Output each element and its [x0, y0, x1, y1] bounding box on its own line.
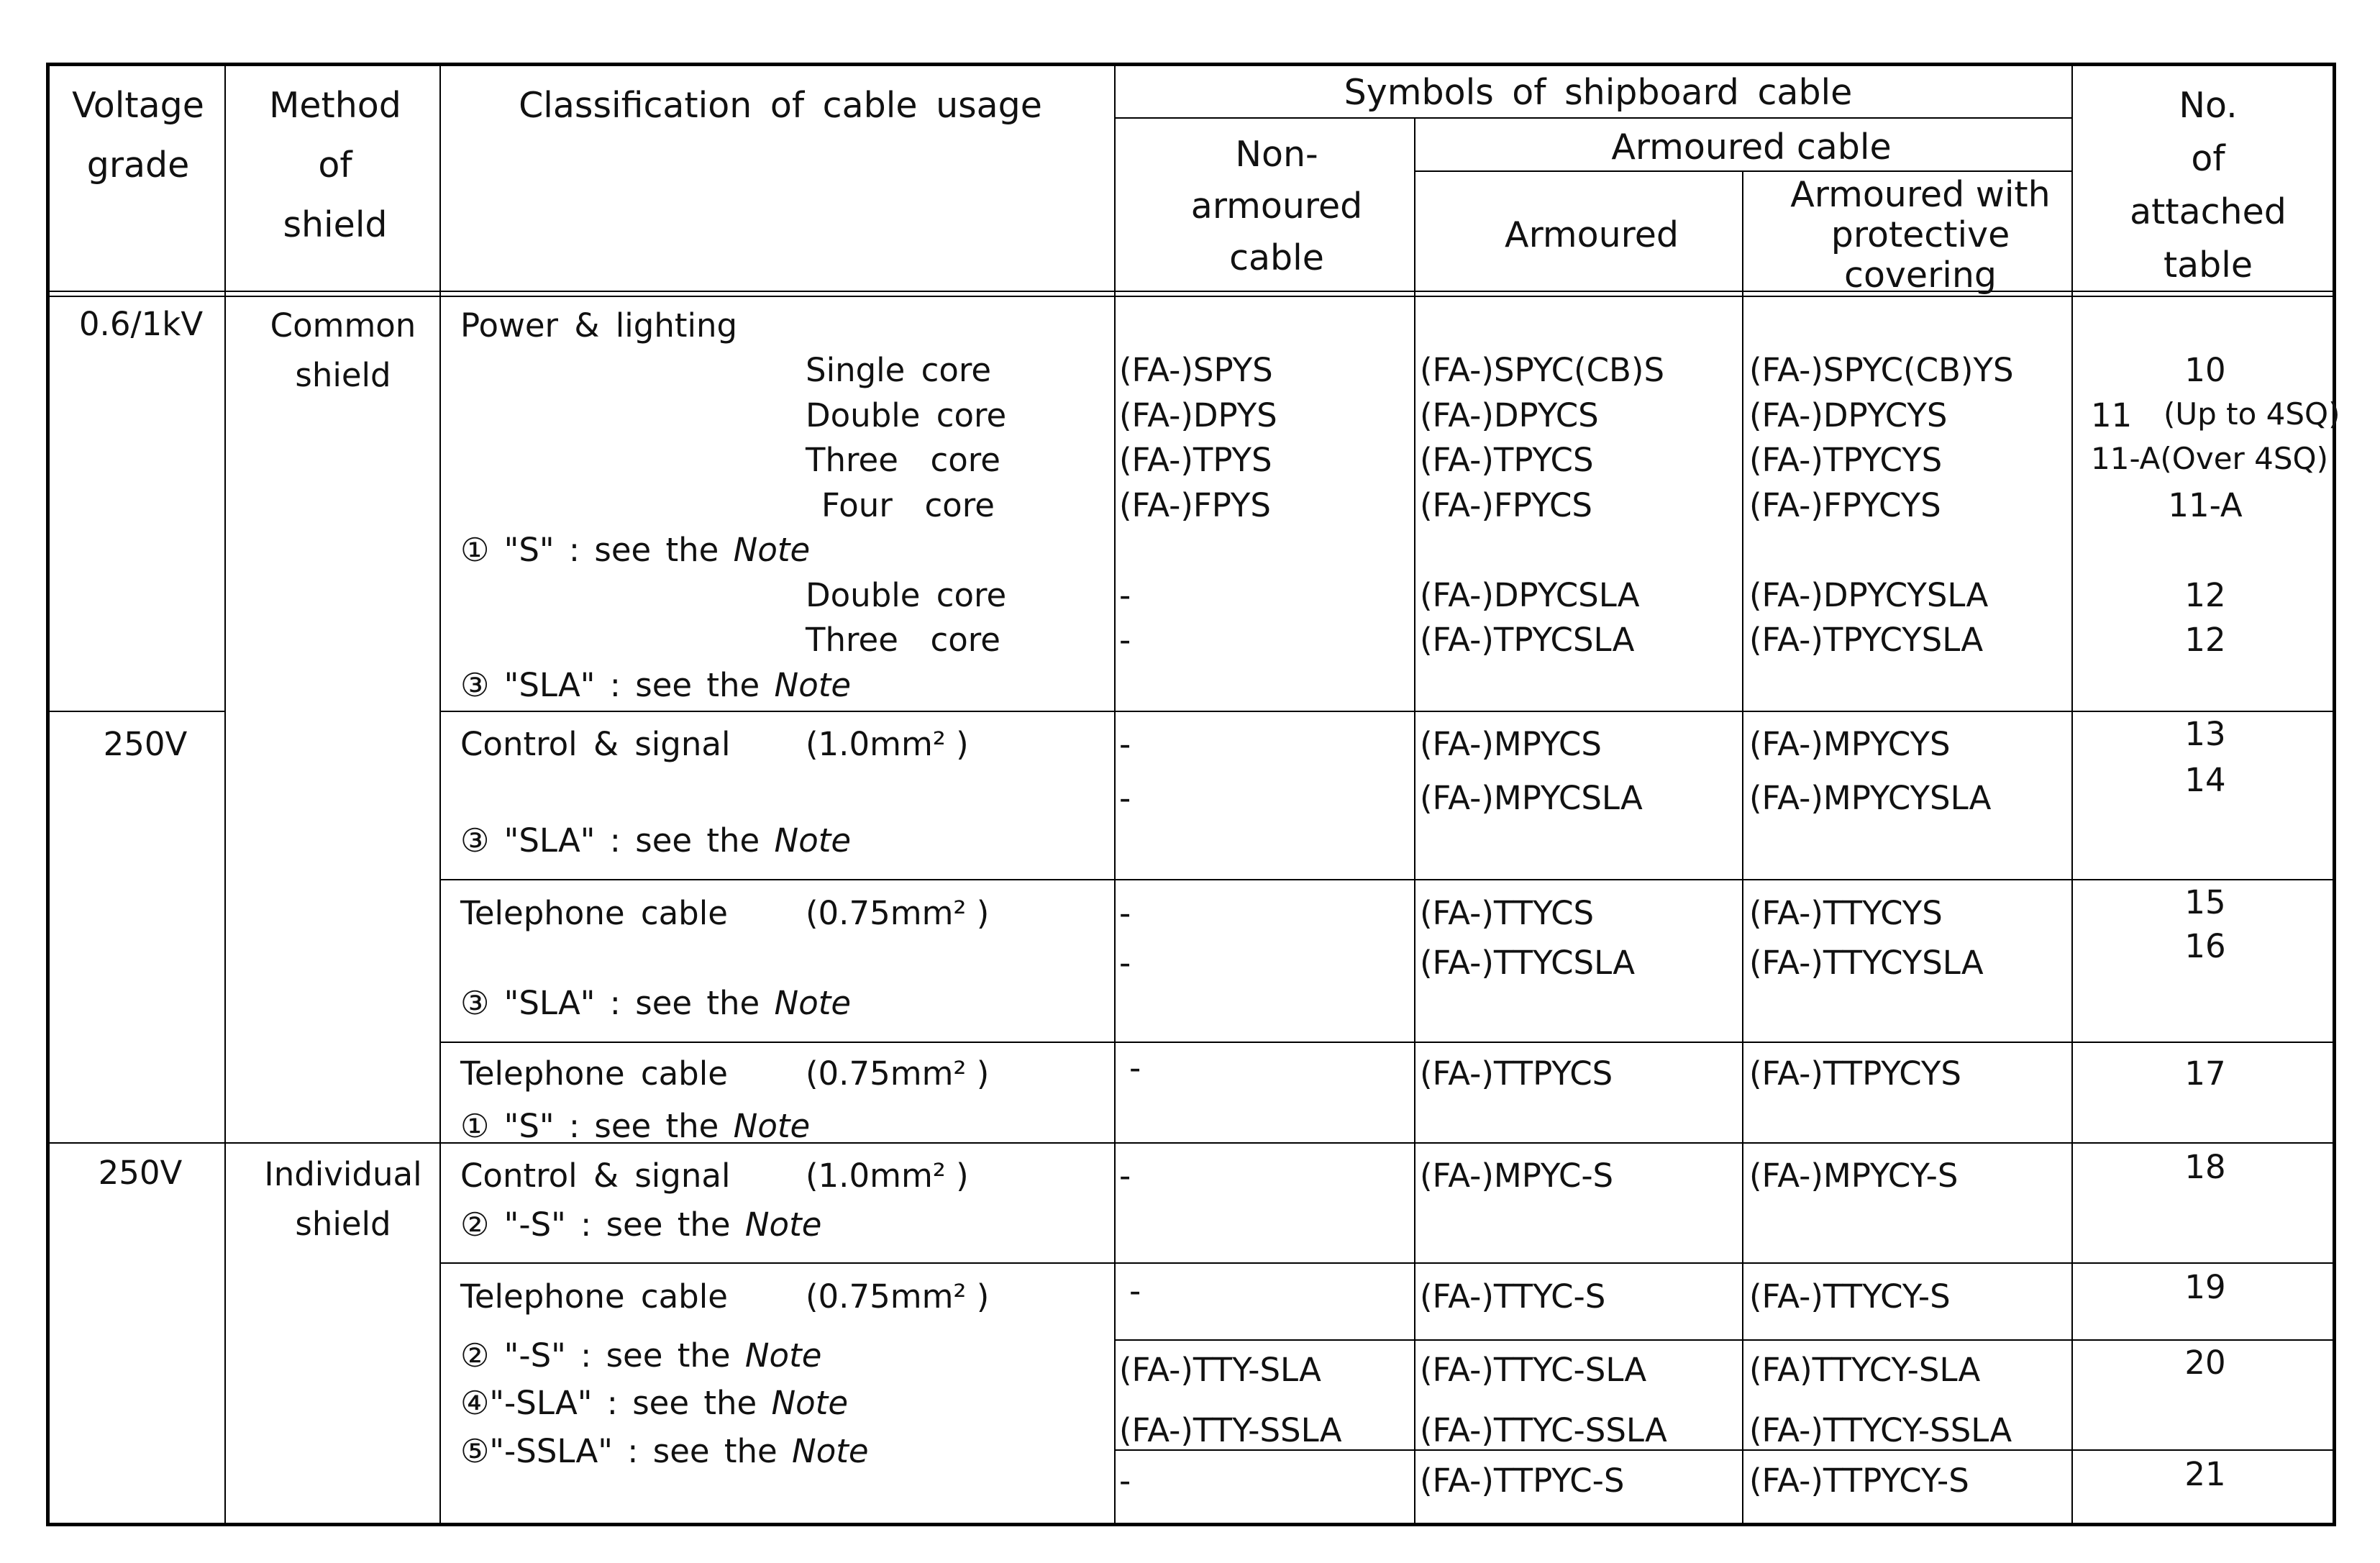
armprot-ttycy-ssla: (FA-)TTYCY-SSLA	[1749, 1411, 2012, 1449]
shield-individual-2: shield	[295, 1205, 391, 1243]
armprot-ttpycy-s: (FA-)TTPYCY-S	[1749, 1462, 1969, 1500]
nonarm-fpys: (FA-)FPYS	[1119, 486, 1271, 524]
table-no-18: 18	[2184, 1148, 2226, 1186]
header-nonarm-1: Non-	[1235, 134, 1318, 175]
hline-row7	[1114, 1449, 2335, 1451]
header-armprot-2: protective	[1830, 214, 2010, 255]
armprot-tpycys: (FA-)TPYCYS	[1749, 441, 1943, 479]
vline-arm-prot	[1742, 170, 1743, 1526]
armprot-spycys: (FA-)SPYC(CB)YS	[1749, 351, 2014, 389]
table-no-14: 14	[2184, 761, 2226, 799]
nonarm-dash-2: -	[1119, 621, 1131, 659]
hline-row1	[46, 711, 224, 712]
armprot-dpycys: (FA-)DPYCYS	[1749, 396, 1948, 434]
usage-telephone-3: Telephone cable	[460, 1277, 728, 1316]
arm-spycs: (FA-)SPYC(CB)S	[1420, 351, 1665, 389]
armprot-ttycysla: (FA-)TTYCYSLA	[1749, 944, 1984, 982]
hline-row3	[439, 1042, 2335, 1043]
table-no-15: 15	[2184, 883, 2226, 921]
armprot-fpycys: (FA-)FPYCYS	[1749, 486, 1941, 524]
arm-ttycsla: (FA-)TTYCSLA	[1420, 944, 1635, 982]
voltage-250v-a: 250V	[103, 725, 188, 763]
vline-voltage	[224, 63, 226, 1526]
hline-row6	[1114, 1339, 2335, 1341]
note-s-1: ① "S" : see the Note	[460, 531, 811, 569]
usage-telephone-1: Telephone cable	[460, 894, 728, 932]
header-nonarm-2: armoured	[1190, 186, 1363, 227]
usage-control-signal-1: Control & signal	[460, 725, 731, 763]
arm-tpycs: (FA-)TPYCS	[1420, 441, 1594, 479]
frame-bottom	[46, 1523, 2336, 1526]
usage-telephone-size-1: (0.75mm² )	[806, 894, 990, 932]
nonarm-dash-8: -	[1119, 1157, 1131, 1195]
table-no-11a: 11-A	[2168, 486, 2243, 524]
table-no-12-a: 12	[2184, 576, 2226, 614]
usage-power-lighting: Power & lighting	[460, 306, 738, 345]
nonarm-dash-4: -	[1119, 779, 1131, 817]
header-symbols: Symbols of shipboard cable	[1344, 72, 1853, 113]
header-attached-4: table	[2163, 245, 2253, 286]
arm-mpycs: (FA-)MPYCS	[1420, 725, 1602, 763]
table-no-11: 11	[2091, 396, 2133, 434]
usage-four-core: Four core	[821, 486, 995, 524]
nonarm-dash-1: -	[1119, 576, 1131, 614]
nonarm-tty-sla: (FA-)TTY-SLA	[1119, 1351, 1321, 1389]
armprot-ttycys: (FA-)TTYCYS	[1749, 894, 1943, 932]
table-no-16: 16	[2184, 927, 2226, 965]
note-dash-sla: ④"-SLA" : see the Note	[460, 1384, 849, 1422]
shield-common-1: Common	[270, 306, 416, 345]
table-no-21: 21	[2184, 1455, 2226, 1493]
arm-fpycs: (FA-)FPYCS	[1420, 486, 1592, 524]
armprot-tpycysla: (FA-)TPYCYSLA	[1749, 621, 1984, 659]
header-nonarm-3: cable	[1229, 237, 1324, 278]
nonarm-dash-3: -	[1119, 725, 1131, 763]
table-no-20: 20	[2184, 1344, 2226, 1382]
arm-tpycsla: (FA-)TPYCSLA	[1420, 621, 1635, 659]
usage-control-size-2: (1.0mm² )	[806, 1157, 969, 1195]
armprot-ttpycys: (FA-)TTPYCYS	[1749, 1054, 1961, 1093]
arm-ttyc-ssla: (FA-)TTYC-SSLA	[1420, 1411, 1667, 1449]
header-method-3: shield	[283, 204, 388, 245]
note-dash-ssla: ⑤"-SSLA" : see the Note	[460, 1432, 869, 1470]
usage-control-size-1: (1.0mm² )	[806, 725, 969, 763]
usage-double-core-sla: Double core	[806, 576, 1007, 614]
header-armoured-cable: Armoured cable	[1611, 127, 1892, 168]
table-no-11-note: (Up to 4SQ)	[2164, 396, 2340, 432]
armprot-mpycysla: (FA-)MPYCYSLA	[1749, 779, 1992, 817]
shield-individual-1: Individual	[264, 1155, 422, 1193]
table-no-10: 10	[2184, 351, 2226, 389]
header-method-1: Method	[269, 85, 401, 126]
hline-row1b	[439, 711, 2335, 712]
nonarm-dash-7: -	[1129, 1049, 1141, 1087]
hline-row5	[439, 1262, 2335, 1264]
arm-ttpyc-s: (FA-)TTPYC-S	[1420, 1462, 1625, 1500]
nonarm-dpys: (FA-)DPYS	[1119, 396, 1277, 434]
armprot-ttycy-s: (FA-)TTYCY-S	[1749, 1277, 1951, 1316]
header-voltage-2: grade	[86, 145, 190, 186]
arm-dpycs: (FA-)DPYCS	[1420, 396, 1599, 434]
arm-ttyc-s: (FA-)TTYC-S	[1420, 1277, 1606, 1316]
frame-left	[46, 63, 50, 1526]
header-attached-2: of	[2191, 138, 2225, 179]
armprot-mpycys: (FA-)MPYCYS	[1749, 725, 1951, 763]
usage-telephone-size-2: (0.75mm² )	[806, 1054, 990, 1093]
armprot-ttycy-sla: (FA)TTYCY-SLA	[1749, 1351, 1981, 1389]
usage-telephone-2: Telephone cable	[460, 1054, 728, 1093]
nonarm-dash-9: -	[1129, 1272, 1141, 1310]
note-sla-2: ③ "SLA" : see the Note	[460, 821, 852, 860]
frame-top	[46, 63, 2336, 66]
table-no-17: 17	[2184, 1054, 2226, 1093]
nonarm-spys: (FA-)SPYS	[1119, 351, 1273, 389]
hline-row2	[439, 879, 2335, 880]
table-no-19: 19	[2184, 1268, 2226, 1306]
usage-three-core-sla: Three core	[806, 621, 1000, 659]
nonarm-tty-ssla: (FA-)TTY-SSLA	[1119, 1411, 1342, 1449]
armprot-mpycy-s: (FA-)MPYCY-S	[1749, 1157, 1959, 1195]
header-attached-1: No.	[2179, 85, 2238, 126]
note-dash-s-1: ② "-S" : see the Note	[460, 1206, 822, 1244]
header-voltage-1: Voltage	[72, 85, 204, 126]
nonarm-dash-6: -	[1119, 944, 1131, 982]
usage-control-signal-2: Control & signal	[460, 1157, 731, 1195]
vline-class	[1114, 63, 1116, 1526]
hline-armoured	[1414, 170, 2073, 172]
vline-nonarm	[1414, 117, 1415, 1526]
vline-armoured	[2071, 63, 2073, 1526]
vline-method	[439, 63, 441, 1526]
voltage-250v-b: 250V	[98, 1154, 183, 1192]
header-classification: Classification of cable usage	[519, 85, 1042, 126]
hline-row4	[46, 1142, 2336, 1144]
header-armprot-1: Armoured with	[1790, 174, 2051, 215]
shield-common-2: shield	[295, 356, 391, 394]
frame-right	[2333, 63, 2336, 1526]
table-no-12-b: 12	[2184, 621, 2226, 659]
hline-symbols	[1114, 117, 2073, 119]
nonarm-tpys: (FA-)TPYS	[1119, 441, 1272, 479]
armprot-dpycysla: (FA-)DPYCYSLA	[1749, 576, 1989, 614]
header-rule-2	[46, 296, 2336, 297]
usage-double-core: Double core	[806, 396, 1007, 434]
arm-ttycs: (FA-)TTYCS	[1420, 894, 1595, 932]
nonarm-dash-5: -	[1119, 894, 1131, 932]
arm-mpyc-s: (FA-)MPYC-S	[1420, 1157, 1614, 1195]
note-sla-1: ③ "SLA" : see the Note	[460, 666, 852, 704]
table-no-13: 13	[2184, 715, 2226, 753]
arm-ttyc-sla: (FA-)TTYC-SLA	[1420, 1351, 1647, 1389]
note-dash-s-2: ② "-S" : see the Note	[460, 1336, 822, 1375]
voltage-0-6-1kv: 0.6/1kV	[78, 305, 204, 343]
nonarm-dash-10: -	[1119, 1462, 1131, 1500]
table-no-11a-over: 11-A(Over 4SQ)	[2091, 441, 2328, 476]
note-sla-3: ③ "SLA" : see the Note	[460, 984, 852, 1022]
usage-single-core: Single core	[806, 351, 992, 389]
arm-dpycsla: (FA-)DPYCSLA	[1420, 576, 1640, 614]
usage-telephone-size-3: (0.75mm² )	[806, 1277, 990, 1316]
header-method-2: of	[318, 145, 352, 186]
header-attached-3: attached	[2130, 191, 2286, 232]
arm-mpycsla: (FA-)MPYCSLA	[1420, 779, 1643, 817]
header-armprot-3: covering	[1844, 255, 1997, 296]
note-s-2: ① "S" : see the Note	[460, 1107, 811, 1145]
arm-ttpycs: (FA-)TTPYCS	[1420, 1054, 1613, 1093]
usage-three-core: Three core	[806, 441, 1000, 479]
header-armoured: Armoured	[1505, 214, 1679, 255]
